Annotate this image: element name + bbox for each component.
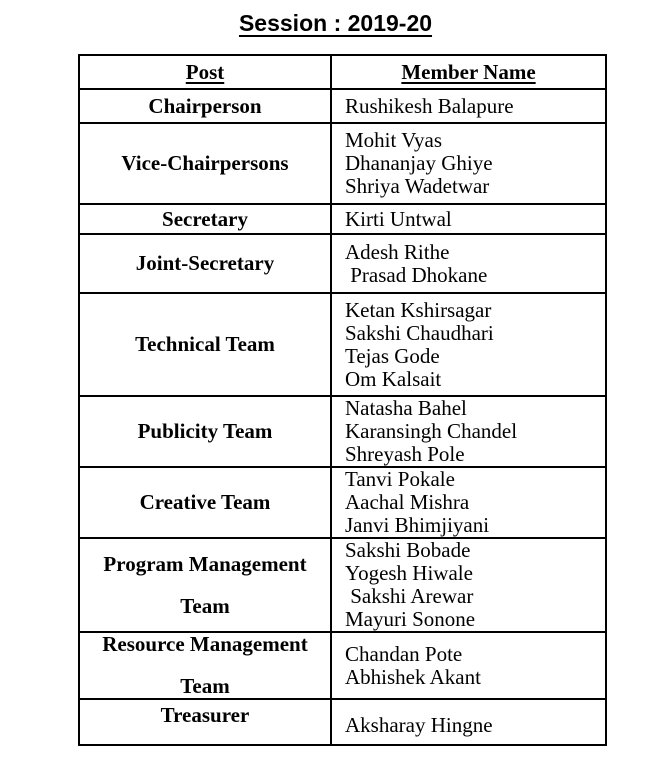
member-cell [331, 234, 606, 293]
member-name: Mayuri Sonone [345, 607, 476, 631]
member-name: Karansingh Chandel [345, 419, 518, 443]
post-cell [79, 89, 331, 123]
member-name: Rushikesh Balapure [345, 93, 514, 118]
member-name: Shriya Wadetwar [345, 174, 490, 198]
header-post-cell [79, 55, 331, 89]
post-label-line: Treasurer [160, 703, 250, 727]
post-label-line: Publicity Team [137, 419, 273, 443]
member-cell [331, 204, 606, 234]
header-post-label: Post [185, 59, 225, 84]
post-label-line: Creative Team [139, 490, 271, 514]
member-name: Adesh Rithe [345, 239, 450, 264]
member-name: Abhishek Akant [345, 664, 481, 689]
member-name: Om Kalsait [345, 366, 442, 391]
member-cell [331, 396, 606, 467]
post-label-line: Team [180, 674, 230, 698]
post-label-line: Joint-Secretary [135, 251, 275, 275]
post-cell [79, 234, 331, 293]
post-cell [79, 123, 331, 204]
member-name: Janvi Bhimjiyani [345, 513, 490, 537]
member-cell [331, 123, 606, 204]
page-title: Session : 2019-20 [238, 10, 433, 36]
member-name: Ketan Kshirsagar [345, 297, 492, 322]
table-row [79, 123, 606, 204]
post-label-line: Program Management [103, 551, 307, 576]
post-cell [79, 293, 331, 396]
member-name: Chandan Pote [345, 641, 463, 666]
member-name: Prasad Dhokane [345, 262, 488, 287]
committee-table [78, 54, 607, 746]
member-name: Sakshi Arewar [345, 584, 474, 608]
member-name: Dhananjay Ghiye [345, 151, 493, 175]
table-row [79, 467, 606, 538]
table-row [79, 632, 606, 699]
post-cell [79, 396, 331, 467]
post-cell [79, 699, 331, 745]
post-label-line: Resource Management [102, 632, 308, 656]
post-cell [79, 538, 331, 632]
table-row [79, 204, 606, 234]
member-name: Sakshi Chaudhari [345, 320, 494, 345]
member-cell [331, 293, 606, 396]
post-label-line: Chairperson [148, 93, 262, 118]
table-row [79, 396, 606, 467]
member-cell [331, 699, 606, 745]
post-cell [79, 467, 331, 538]
member-cell [331, 632, 606, 699]
table-row [79, 234, 606, 293]
table-row [79, 538, 606, 632]
member-name: Natasha Bahel [345, 396, 467, 420]
member-name: Yogesh Hiwale [345, 561, 473, 585]
table-row [79, 89, 606, 123]
header-row [79, 55, 606, 89]
table-header [79, 55, 606, 89]
member-cell [331, 467, 606, 538]
member-name: Tejas Gode [345, 343, 440, 368]
post-cell [79, 204, 331, 234]
header-member-cell [331, 55, 606, 89]
member-name: Mohit Vyas [345, 128, 443, 152]
member-name: Aachal Mishra [345, 490, 470, 514]
member-name: Tanvi Pokale [345, 467, 455, 491]
post-cell [79, 632, 331, 699]
table-row [79, 699, 606, 745]
post-label-line: Vice-Chairpersons [121, 151, 289, 175]
header-member-label: Member Name [401, 59, 536, 84]
post-label-line: Team [180, 593, 230, 618]
member-cell [331, 538, 606, 632]
member-cell [331, 89, 606, 123]
post-label-line: Technical Team [135, 332, 275, 356]
table-row [79, 293, 606, 396]
post-label-line: Secretary [162, 206, 248, 231]
member-name: Shreyash Pole [345, 442, 465, 466]
member-name: Kirti Untwal [345, 206, 452, 231]
member-name: Sakshi Bobade [345, 538, 471, 562]
member-name: Aksharay Hingne [345, 713, 493, 737]
committee-table-body [79, 89, 606, 745]
